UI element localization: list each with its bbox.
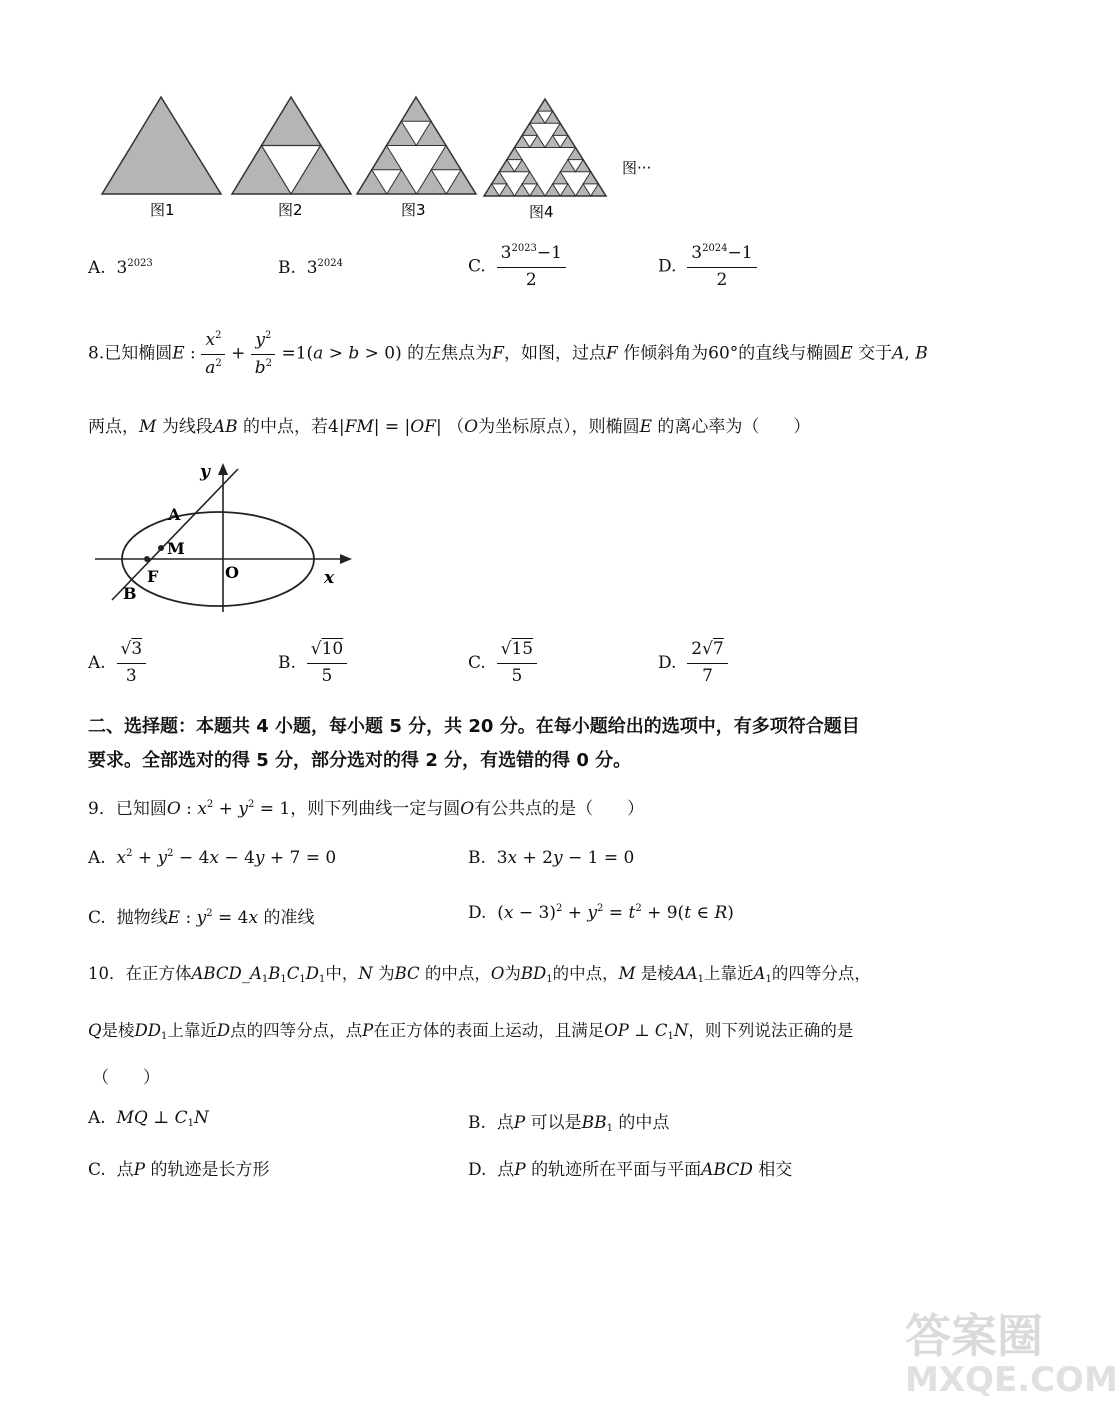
q8-line1: 8.已知椭圆E : $\frac{x^2}{a^2}$ + $\frac{y^2}{b^2}$ =1(a > b > 0) 的左焦点为F，如图，过点F 作倾斜角为60°的直线与椭圆E 交于A, B <box>88 330 928 378</box>
section2-header-line1: 二、选择题：本题共 4 小题，每小题 5 分，共 20 分。在每小题给出的选项中，有多项符合题目 <box>88 716 860 737</box>
caption-more: 图··· <box>622 159 652 177</box>
label-x: x <box>324 568 335 588</box>
watermark-logo: 答案圈 <box>905 1309 1043 1363</box>
fig4-triangle <box>484 99 606 196</box>
q8-option-a[interactable]: A. $\frac{√3}{3}$ <box>88 640 146 686</box>
x-axis-arrow <box>340 554 352 564</box>
caption-fig2: 图2 <box>278 201 303 219</box>
fraction: $\frac{3^{2024}-1}{2}$ <box>687 243 756 290</box>
fraction: $\frac{3^{2023}-1}{2}$ <box>497 243 566 290</box>
label-b: B <box>123 584 137 603</box>
point-m <box>158 545 164 551</box>
section2-header-line2: 要求。全部选对的得 5 分，部分选对的得 2 分，有选错的得 0 分。 <box>88 750 632 771</box>
caption-fig1: 图1 <box>150 201 175 219</box>
caption-fig3: 图3 <box>401 201 426 219</box>
sierpinski-figure <box>95 90 675 225</box>
q9-option-a[interactable]: A. $x^2 + y^2 - 4x - 4y + 7 = 0$ <box>88 848 337 868</box>
q9-option-b[interactable]: B. 3x + 2y − 1 = 0 <box>468 848 635 868</box>
fig3-triangle <box>357 97 476 194</box>
q10-stem-line3: （ ） <box>92 1068 160 1088</box>
label-y: y <box>200 462 210 482</box>
q7-option-b[interactable]: B. $3^{2024}$ <box>278 258 343 278</box>
q8-option-d[interactable]: D. $\frac{2√7}{7}$ <box>658 640 728 686</box>
fig1-triangle <box>102 97 221 194</box>
q8-option-b[interactable]: B. $\frac{√10}{5}$ <box>278 640 347 686</box>
q8-line2: 两点，M 为线段AB 的中点，若4|FM| = |OF| （O为坐标原点），则椭圆E 的离心率为（ ） <box>88 417 811 437</box>
q7-option-d[interactable]: D. $\frac{3^{2024}-1}{2}$ <box>658 243 757 290</box>
fig2-triangle <box>232 97 351 194</box>
q9-stem: 9．已知圆O : $x^2 + y^2 = 1$，则下列曲线一定与圆O有公共点的是（ ） <box>88 799 645 819</box>
label-m: M <box>167 539 185 558</box>
caption-fig4: 图4 <box>529 203 554 221</box>
q7-option-c[interactable]: C. $\frac{3^{2023}-1}{2}$ <box>468 243 566 290</box>
label-o: O <box>225 563 239 582</box>
y-axis-arrow <box>218 463 228 475</box>
q10-option-c[interactable]: C. 点P 的轨迹是长方形 <box>88 1160 270 1180</box>
q10-stem-line1: 10．在正方体$ABCD\_A_1B_1C_1D_1$中，N 为BC 的中点，O为$BD_1$的中点，M 是棱$AA_1$上靠近$A_1$的四等分点， <box>88 964 871 985</box>
q10-option-a[interactable]: A. MQ ⊥ $C_1N$ <box>88 1108 209 1129</box>
q9-option-d[interactable]: D. $(x - 3)^2 + y^2 = t^2 + 9(t$ ∈ R) <box>468 903 734 923</box>
line-ab <box>112 469 238 600</box>
q9-option-c[interactable]: C. 抛物线E : $y^2 = 4x$ 的准线 <box>88 908 315 928</box>
label-f: F <box>147 567 159 586</box>
watermark-url: MXQE.COM <box>905 1360 1118 1400</box>
q10-stem-line2: Q是棱$DD_1$上靠近D点的四等分点，点P在正方体的表面上运动，且满足OP ⊥ $C_1N$，则下列说法正确的是 <box>88 1021 854 1042</box>
q8-option-c[interactable]: C. $\frac{√15}{5}$ <box>468 640 537 686</box>
label-a: A <box>168 505 181 524</box>
ellipse-figure <box>90 455 360 620</box>
q10-option-b[interactable]: B. 点P 可以是$BB_1$ 的中点 <box>468 1113 670 1134</box>
point-f <box>144 556 150 562</box>
q7-option-a[interactable]: A. $3^{2023}$ <box>88 258 153 278</box>
q10-option-d[interactable]: D. 点P 的轨迹所在平面与平面ABCD 相交 <box>468 1160 793 1180</box>
